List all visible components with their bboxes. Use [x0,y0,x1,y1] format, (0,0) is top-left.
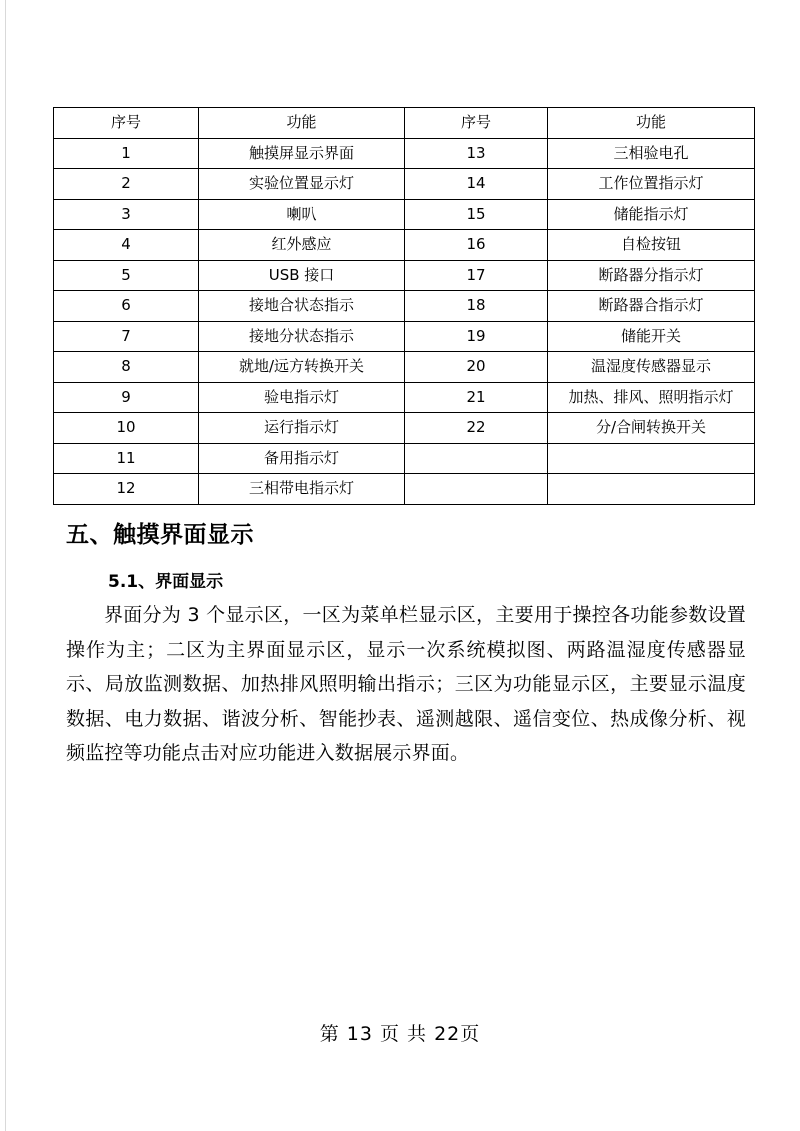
table-cell: 18 [405,291,548,322]
header-cell: 功能 [548,108,755,139]
table-cell [548,474,755,505]
table-cell: 断路器分指示灯 [548,260,755,291]
page-edge [0,0,6,1131]
table-cell: 10 [54,413,199,444]
table-cell: 储能指示灯 [548,199,755,230]
table-row [54,230,755,261]
table-cell: 红外感应 [199,230,405,261]
table-cell: 5 [54,260,199,291]
table-cell: 喇叭 [199,199,405,230]
table-cell: 20 [405,352,548,383]
table-cell: 22 [405,413,548,444]
table-cell: 备用指示灯 [199,443,405,474]
table-row [54,199,755,230]
table-cell: 就地/远方转换开关 [199,352,405,383]
table-cell: 8 [54,352,199,383]
table-row [54,443,755,474]
section-heading: 五、触摸界面显示 [66,522,254,548]
table-cell: 9 [54,382,199,413]
table-cell [548,443,755,474]
table-cell: 三相验电孔 [548,138,755,169]
page-number-footer: 第 13 页 共 22页 [319,1023,481,1045]
table-cell: 断路器合指示灯 [548,291,755,322]
table-cell: 6 [54,291,199,322]
table-cell: 运行指示灯 [199,413,405,444]
table-cell: 分/合闸转换开关 [548,413,755,444]
table-cell: 工作位置指示灯 [548,169,755,200]
table-row [54,382,755,413]
table-cell: 7 [54,321,199,352]
table-cell: 温湿度传感器显示 [548,352,755,383]
table-cell: 21 [405,382,548,413]
table-row [54,138,755,169]
table-cell: 2 [54,169,199,200]
table-cell: 11 [54,443,199,474]
function-table [53,107,755,505]
table-cell: 接地合状态指示 [199,291,405,322]
table-row [54,260,755,291]
table-cell: 加热、排风、照明指示灯 [548,382,755,413]
table-row [54,474,755,505]
table-cell: 14 [405,169,548,200]
table-cell: 1 [54,138,199,169]
header-cell: 序号 [54,108,199,139]
table-cell: 12 [54,474,199,505]
table-row [54,352,755,383]
table-cell: 15 [405,199,548,230]
table-cell: 储能开关 [548,321,755,352]
table-row [54,291,755,322]
table-cell: 自检按钮 [548,230,755,261]
table-row [54,169,755,200]
sub-heading: 5.1、界面显示 [108,572,224,592]
header-cell: 功能 [199,108,405,139]
body-paragraph: 界面分为 3 个显示区，一区为菜单栏显示区，主要用于操控各功能参数设置操作为主；二区为主界面显示区，显示一次系统模拟图、两路温湿度传感器显示、局放监测数据、加热排风照明输出指示；三区为功能显示区，主要显示温度数据、电力数据、谐波分析、智能抄表、遥测越限、遥信变位、热成像分析、视频监控等功能点击对应功能进入数据展示界面。 [66,604,746,764]
table-cell [405,443,548,474]
table-cell: 验电指示灯 [199,382,405,413]
table-row [54,321,755,352]
table-cell: 实验位置显示灯 [199,169,405,200]
table-cell: 19 [405,321,548,352]
table-cell: 触摸屏显示界面 [199,138,405,169]
header-cell: 序号 [405,108,548,139]
table-cell: USB 接口 [199,260,405,291]
table-row [54,413,755,444]
table-cell: 接地分状态指示 [199,321,405,352]
table-cell: 4 [54,230,199,261]
table-cell: 3 [54,199,199,230]
table-cell: 17 [405,260,548,291]
table-cell [405,474,548,505]
table-header-row [54,108,755,139]
table-cell: 三相带电指示灯 [199,474,405,505]
table-cell: 13 [405,138,548,169]
table-cell: 16 [405,230,548,261]
